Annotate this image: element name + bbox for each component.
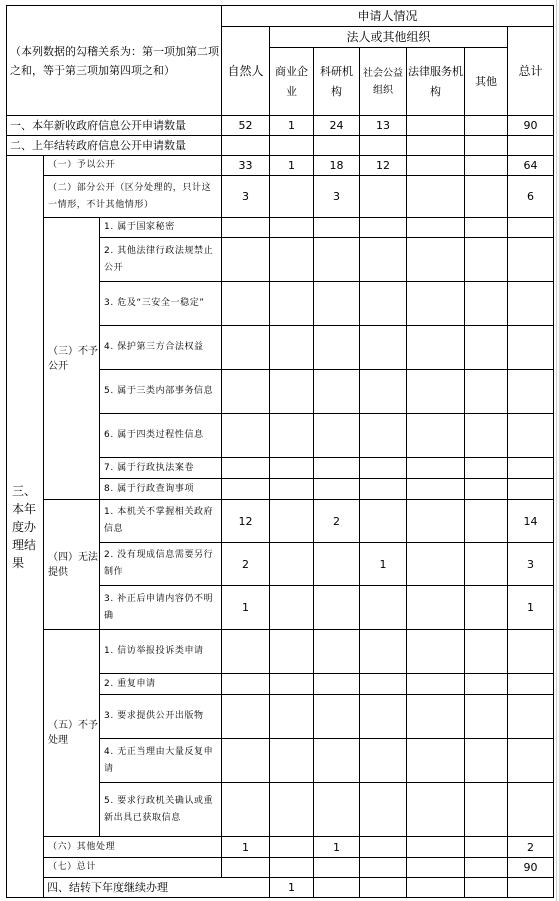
value-cell	[222, 218, 270, 238]
value-cell	[407, 414, 465, 458]
value-cell	[314, 783, 360, 837]
value-cell	[465, 136, 508, 156]
value-cell	[407, 176, 465, 218]
value-cell: 12	[222, 500, 270, 543]
legal-header: 法律服务机构	[407, 48, 465, 116]
value-cell	[222, 479, 270, 500]
value-cell	[508, 479, 554, 500]
row-label: 四、结转下年度继续办理	[44, 878, 270, 898]
value-cell	[508, 218, 554, 238]
item-label: 1. 信访举报投诉类申请	[100, 630, 222, 674]
value-cell	[465, 878, 508, 898]
value-cell	[465, 370, 508, 414]
value-cell: 24	[314, 116, 360, 136]
item-label: 1. 本机关不掌握相关政府信息	[100, 500, 222, 543]
value-cell	[314, 858, 360, 878]
value-cell	[270, 783, 314, 837]
value-cell: 3	[508, 543, 554, 586]
value-cell: 52	[222, 116, 270, 136]
value-cell	[360, 739, 407, 783]
value-cell: 1	[270, 116, 314, 136]
value-cell	[407, 739, 465, 783]
value-cell	[222, 739, 270, 783]
value-cell	[314, 414, 360, 458]
item-label: 2. 其他法律行政法规禁止公开	[100, 238, 222, 282]
item-label: 5. 要求行政机关确认或重新出具已获取信息	[100, 783, 222, 837]
note-cell: （本列数据的勾稽关系为：第一项加第二项之和，等于第三项加第四项之和）	[7, 6, 222, 116]
value-cell	[360, 479, 407, 500]
row-label: （一）予以公开	[44, 156, 222, 176]
value-cell	[407, 878, 465, 898]
table-row	[7, 218, 554, 238]
table-row	[7, 176, 554, 218]
value-cell	[465, 116, 508, 136]
value-cell	[314, 238, 360, 282]
value-cell	[407, 586, 465, 630]
value-cell	[270, 695, 314, 739]
value-cell	[508, 695, 554, 739]
item-label: 4. 保护第三方合法权益	[100, 326, 222, 370]
value-cell	[360, 858, 407, 878]
value-cell	[508, 739, 554, 783]
value-cell	[360, 783, 407, 837]
value-cell	[407, 783, 465, 837]
value-cell	[270, 458, 314, 479]
value-cell	[465, 739, 508, 783]
value-cell	[407, 156, 465, 176]
value-cell	[407, 500, 465, 543]
value-cell	[508, 238, 554, 282]
value-cell	[465, 783, 508, 837]
value-cell	[360, 282, 407, 326]
value-cell	[465, 326, 508, 370]
value-cell	[314, 543, 360, 586]
table-row	[7, 837, 554, 858]
value-cell: 18	[314, 156, 360, 176]
value-cell	[314, 326, 360, 370]
value-cell	[407, 136, 465, 156]
value-cell	[407, 858, 465, 878]
value-cell	[407, 282, 465, 326]
section-3-label: 三、本年度办理结果	[7, 156, 44, 898]
item-label: 3. 危及“三安全一稳定”	[100, 282, 222, 326]
item-label: 5. 属于三类内部事务信息	[100, 370, 222, 414]
value-cell	[314, 458, 360, 479]
value-cell	[508, 630, 554, 674]
value-cell	[508, 878, 554, 898]
value-cell	[270, 858, 314, 878]
value-cell	[407, 630, 465, 674]
value-cell	[222, 370, 270, 414]
value-cell	[508, 370, 554, 414]
value-cell: 3	[314, 176, 360, 218]
natural-person-header: 自然人	[222, 27, 270, 116]
row-label: （六）其他处理	[44, 837, 222, 858]
value-cell	[465, 479, 508, 500]
value-cell	[465, 858, 508, 878]
value-cell: 3	[222, 176, 270, 218]
row-label: （七）总计	[44, 858, 222, 878]
value-cell	[270, 837, 314, 858]
category-3-label: （三）不予公开	[44, 218, 100, 500]
table-row	[7, 630, 554, 674]
value-cell	[360, 674, 407, 695]
value-cell	[270, 218, 314, 238]
value-cell	[270, 370, 314, 414]
value-cell	[508, 458, 554, 479]
value-cell	[508, 282, 554, 326]
total-header: 总计	[508, 27, 554, 116]
value-cell	[407, 238, 465, 282]
item-label: 3. 补正后申请内容仍不明确	[100, 586, 222, 630]
value-cell	[360, 837, 407, 858]
value-cell	[314, 370, 360, 414]
value-cell	[407, 837, 465, 858]
value-cell	[407, 370, 465, 414]
category-5-label: （五）不予处理	[44, 630, 100, 837]
value-cell: 2	[508, 837, 554, 858]
item-label: 6. 属于四类过程性信息	[100, 414, 222, 458]
value-cell: 64	[508, 156, 554, 176]
research-header: 科研机构	[314, 48, 360, 116]
value-cell	[360, 414, 407, 458]
value-cell	[465, 238, 508, 282]
value-cell	[508, 674, 554, 695]
value-cell	[465, 695, 508, 739]
page-edge	[556, 0, 557, 901]
value-cell	[360, 458, 407, 479]
value-cell	[314, 136, 360, 156]
value-cell	[314, 282, 360, 326]
value-cell	[270, 136, 314, 156]
table-row	[7, 500, 554, 543]
value-cell	[360, 176, 407, 218]
value-cell	[508, 783, 554, 837]
value-cell: 1	[270, 878, 314, 898]
value-cell	[360, 136, 407, 156]
applicant-info-header: 申请人情况	[222, 6, 554, 27]
corp-group-header: 法人或其他组织	[270, 27, 508, 48]
value-cell: 1	[270, 156, 314, 176]
category-4-label: （四）无法提供	[44, 500, 100, 630]
table-row	[7, 116, 554, 136]
value-cell	[314, 739, 360, 783]
business-header: 商业企业	[270, 48, 314, 116]
value-cell	[270, 586, 314, 630]
row-label: （二）部分公开（区分处理的，只计这一情形，不计其他情形）	[44, 176, 222, 218]
value-cell	[222, 674, 270, 695]
value-cell	[360, 238, 407, 282]
value-cell	[222, 858, 270, 878]
value-cell	[222, 326, 270, 370]
value-cell: 1	[314, 837, 360, 858]
value-cell: 13	[360, 116, 407, 136]
value-cell	[360, 500, 407, 543]
value-cell	[465, 630, 508, 674]
value-cell: 1	[508, 586, 554, 630]
value-cell	[222, 136, 270, 156]
value-cell	[314, 479, 360, 500]
item-label: 3. 要求提供公开出版物	[100, 695, 222, 739]
value-cell	[270, 674, 314, 695]
value-cell	[314, 586, 360, 630]
row-label: 一、本年新收政府信息公开申请数量	[7, 116, 222, 136]
government-info-disclosure-table-sheet	[6, 5, 553, 895]
value-cell: 90	[508, 858, 554, 878]
value-cell	[270, 238, 314, 282]
header-row-1	[7, 6, 554, 27]
value-cell	[360, 695, 407, 739]
value-cell	[465, 543, 508, 586]
item-label: 2. 没有现成信息需要另行制作	[100, 543, 222, 586]
value-cell	[270, 739, 314, 783]
value-cell	[465, 414, 508, 458]
row-label: 二、上年结转政府信息公开申请数量	[7, 136, 222, 156]
value-cell: 12	[360, 156, 407, 176]
value-cell	[360, 370, 407, 414]
value-cell: 2	[314, 500, 360, 543]
value-cell: 1	[360, 543, 407, 586]
value-cell	[407, 116, 465, 136]
value-cell	[314, 878, 360, 898]
value-cell	[360, 218, 407, 238]
social-header: 社会公益组织	[360, 48, 407, 116]
value-cell	[222, 783, 270, 837]
value-cell	[407, 695, 465, 739]
value-cell: 1	[222, 586, 270, 630]
value-cell	[222, 695, 270, 739]
value-cell: 14	[508, 500, 554, 543]
value-cell	[270, 543, 314, 586]
value-cell	[465, 282, 508, 326]
value-cell	[465, 674, 508, 695]
item-label: 2. 重复申请	[100, 674, 222, 695]
value-cell	[407, 326, 465, 370]
value-cell: 33	[222, 156, 270, 176]
value-cell	[360, 586, 407, 630]
item-label: 7. 属于行政执法案卷	[100, 458, 222, 479]
value-cell	[222, 458, 270, 479]
table-row	[7, 878, 554, 898]
value-cell	[465, 218, 508, 238]
table-row	[7, 136, 554, 156]
value-cell	[508, 136, 554, 156]
value-cell	[314, 630, 360, 674]
value-cell	[314, 695, 360, 739]
value-cell	[360, 326, 407, 370]
value-cell	[314, 674, 360, 695]
value-cell	[407, 218, 465, 238]
value-cell	[508, 326, 554, 370]
value-cell: 2	[222, 543, 270, 586]
value-cell	[407, 543, 465, 586]
item-label: 4. 无正当理由大量反复申请	[100, 739, 222, 783]
value-cell	[222, 238, 270, 282]
other-header: 其他	[465, 48, 508, 116]
value-cell	[465, 156, 508, 176]
value-cell: 6	[508, 176, 554, 218]
value-cell: 1	[222, 837, 270, 858]
item-label: 1. 属于国家秘密	[100, 218, 222, 238]
value-cell: 90	[508, 116, 554, 136]
value-cell	[270, 326, 314, 370]
table-row	[7, 156, 554, 176]
value-cell	[465, 176, 508, 218]
value-cell	[270, 500, 314, 543]
table-row	[7, 858, 554, 878]
value-cell	[270, 479, 314, 500]
value-cell	[222, 282, 270, 326]
value-cell	[465, 458, 508, 479]
value-cell	[465, 586, 508, 630]
value-cell	[222, 630, 270, 674]
value-cell	[407, 479, 465, 500]
value-cell	[360, 878, 407, 898]
value-cell	[360, 630, 407, 674]
value-cell	[407, 674, 465, 695]
value-cell	[314, 218, 360, 238]
value-cell	[465, 500, 508, 543]
value-cell	[508, 414, 554, 458]
value-cell	[270, 282, 314, 326]
value-cell	[270, 414, 314, 458]
value-cell	[222, 414, 270, 458]
value-cell	[407, 458, 465, 479]
value-cell	[270, 630, 314, 674]
item-label: 8. 属于行政查询事项	[100, 479, 222, 500]
value-cell	[465, 837, 508, 858]
value-cell	[270, 176, 314, 218]
disclosure-statistics-table	[6, 5, 554, 898]
